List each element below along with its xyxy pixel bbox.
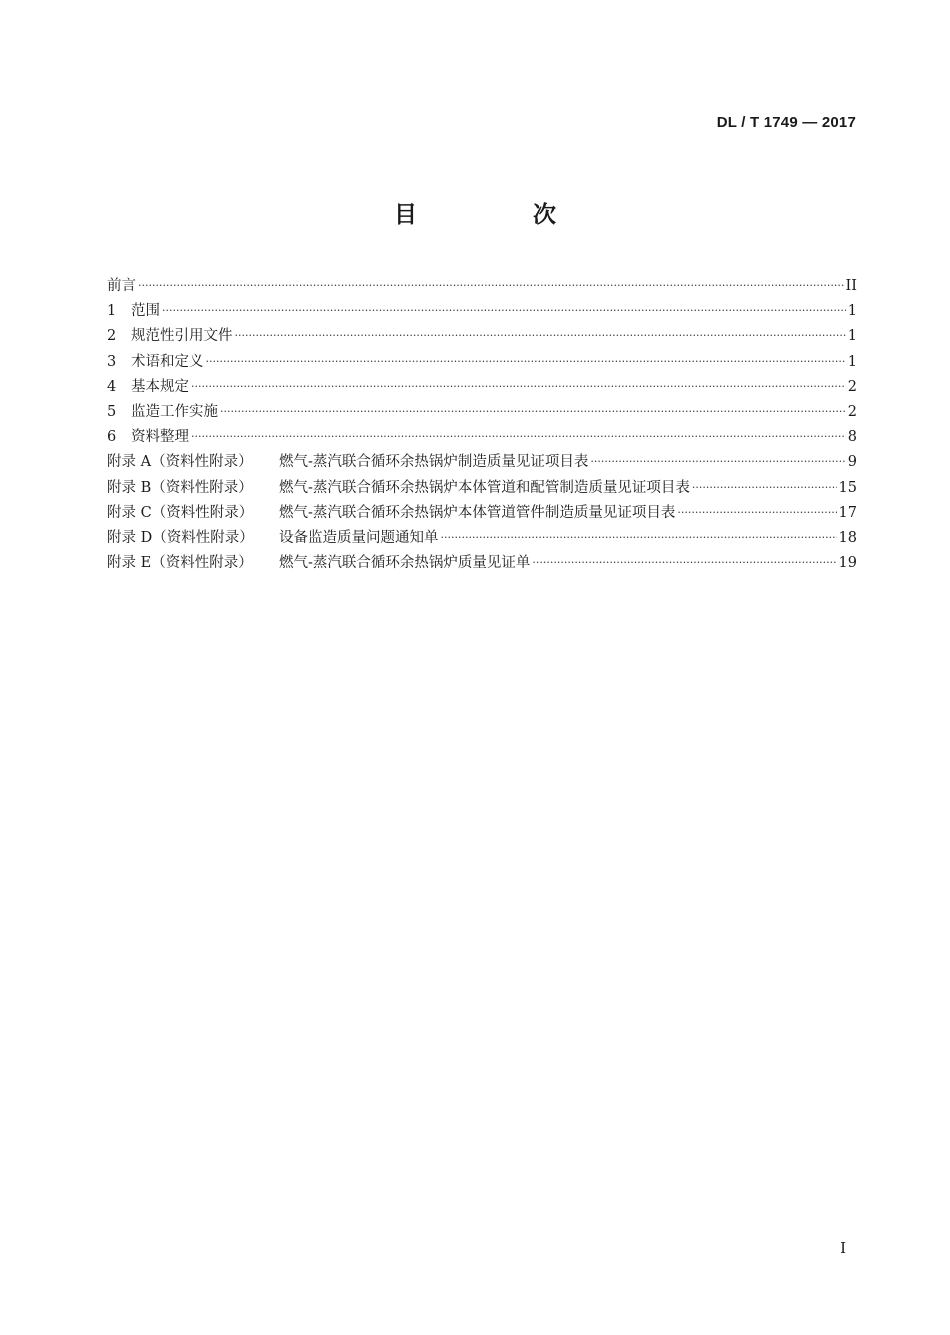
toc-entry-label bbox=[107, 299, 160, 320]
toc-entry-page: 2 bbox=[847, 378, 857, 395]
toc-entry[interactable] bbox=[107, 299, 857, 324]
toc-entry-page: 1 bbox=[847, 353, 857, 370]
toc-entry-text: 设备监造质量问题通知单 bbox=[279, 529, 439, 546]
toc-leader-dots bbox=[532, 554, 836, 570]
toc-entry-text: 燃气-蒸汽联合循环余热锅炉本体管道管件制造质量见证项目表 bbox=[279, 504, 676, 521]
toc-entry-label bbox=[107, 526, 439, 547]
toc-entry-text: 规范性引用文件 bbox=[131, 328, 233, 345]
toc-entry-label bbox=[107, 551, 530, 572]
toc-entry-number: 3 bbox=[107, 353, 117, 370]
toc-entry[interactable] bbox=[107, 476, 857, 501]
toc-entry-label bbox=[107, 450, 588, 471]
toc-entry-number: 4 bbox=[107, 378, 117, 395]
toc-entry-label bbox=[107, 425, 189, 446]
toc-entry[interactable] bbox=[107, 350, 857, 375]
toc-entry-text: 资料整理 bbox=[131, 429, 189, 446]
toc-appendix-prefix: 附录 C（资料性附录） bbox=[107, 504, 254, 521]
toc-entry[interactable] bbox=[107, 501, 857, 526]
toc-title: 目 次 bbox=[393, 202, 610, 228]
toc-entry-label bbox=[107, 501, 675, 522]
toc-entry[interactable] bbox=[107, 274, 857, 299]
toc-leader-dots bbox=[590, 453, 845, 469]
toc-entry-text: 术语和定义 bbox=[131, 353, 204, 370]
toc-entry-page: 19 bbox=[838, 555, 857, 572]
toc-entry-page: 8 bbox=[847, 429, 857, 446]
toc-entry-number: 2 bbox=[107, 328, 117, 345]
toc-entry-page: II bbox=[845, 278, 857, 294]
toc-leader-dots bbox=[441, 529, 837, 545]
toc-entry-text: 前言 bbox=[107, 278, 136, 294]
toc-entry-label bbox=[107, 274, 136, 295]
toc-entry-page: 1 bbox=[847, 328, 857, 345]
toc-appendix-prefix: 附录 D（资料性附录） bbox=[107, 529, 254, 546]
standard-code: DL / T 1749 — 2017 bbox=[716, 114, 856, 131]
toc-entry-page: 17 bbox=[838, 504, 857, 521]
toc-entry-label bbox=[107, 324, 233, 345]
page-number: I bbox=[840, 1239, 846, 1257]
toc-entry[interactable] bbox=[107, 450, 857, 475]
toc-leader-dots bbox=[235, 327, 846, 343]
toc-entry-text: 燃气-蒸汽联合循环余热锅炉制造质量见证项目表 bbox=[279, 454, 589, 471]
toc-entry-label bbox=[107, 476, 690, 497]
table-of-contents bbox=[107, 274, 857, 576]
toc-leader-dots bbox=[677, 504, 836, 520]
toc-entry-number: 1 bbox=[107, 303, 117, 320]
toc-leader-dots bbox=[206, 353, 846, 369]
toc-leader-dots bbox=[692, 479, 837, 495]
toc-entry-text: 燃气-蒸汽联合循环余热锅炉质量见证单 bbox=[279, 555, 531, 572]
toc-entry-number: 5 bbox=[107, 403, 117, 420]
toc-leader-dots bbox=[220, 403, 846, 419]
toc-entry-page: 2 bbox=[847, 403, 857, 420]
toc-entry-text: 监造工作实施 bbox=[131, 403, 218, 420]
toc-entry-page: 18 bbox=[838, 529, 857, 546]
toc-entry-text: 基本规定 bbox=[131, 378, 189, 395]
toc-entry-page: 9 bbox=[847, 454, 857, 471]
toc-appendix-prefix: 附录 E（资料性附录） bbox=[107, 555, 253, 572]
toc-entry[interactable] bbox=[107, 375, 857, 400]
toc-leader-dots bbox=[191, 428, 846, 444]
toc-entry[interactable] bbox=[107, 400, 857, 425]
toc-entry-label bbox=[107, 375, 189, 396]
toc-leader-dots bbox=[162, 302, 846, 318]
toc-entry-label bbox=[107, 400, 218, 421]
toc-appendix-prefix: 附录 B（资料性附录） bbox=[107, 479, 253, 496]
toc-entry[interactable] bbox=[107, 551, 857, 576]
toc-appendix-prefix: 附录 A（资料性附录） bbox=[107, 454, 253, 471]
toc-leader-dots bbox=[191, 378, 846, 394]
toc-leader-dots bbox=[138, 277, 844, 293]
toc-entry-page: 1 bbox=[847, 303, 857, 320]
toc-entry[interactable] bbox=[107, 425, 857, 450]
toc-entry[interactable] bbox=[107, 526, 857, 551]
toc-entry-label bbox=[107, 350, 204, 371]
toc-entry[interactable] bbox=[107, 324, 857, 349]
toc-entry-text: 燃气-蒸汽联合循环余热锅炉本体管道和配管制造质量见证项目表 bbox=[279, 479, 690, 496]
toc-entry-number: 6 bbox=[107, 429, 117, 446]
toc-entry-page: 15 bbox=[838, 479, 857, 496]
toc-entry-text: 范围 bbox=[131, 303, 160, 320]
